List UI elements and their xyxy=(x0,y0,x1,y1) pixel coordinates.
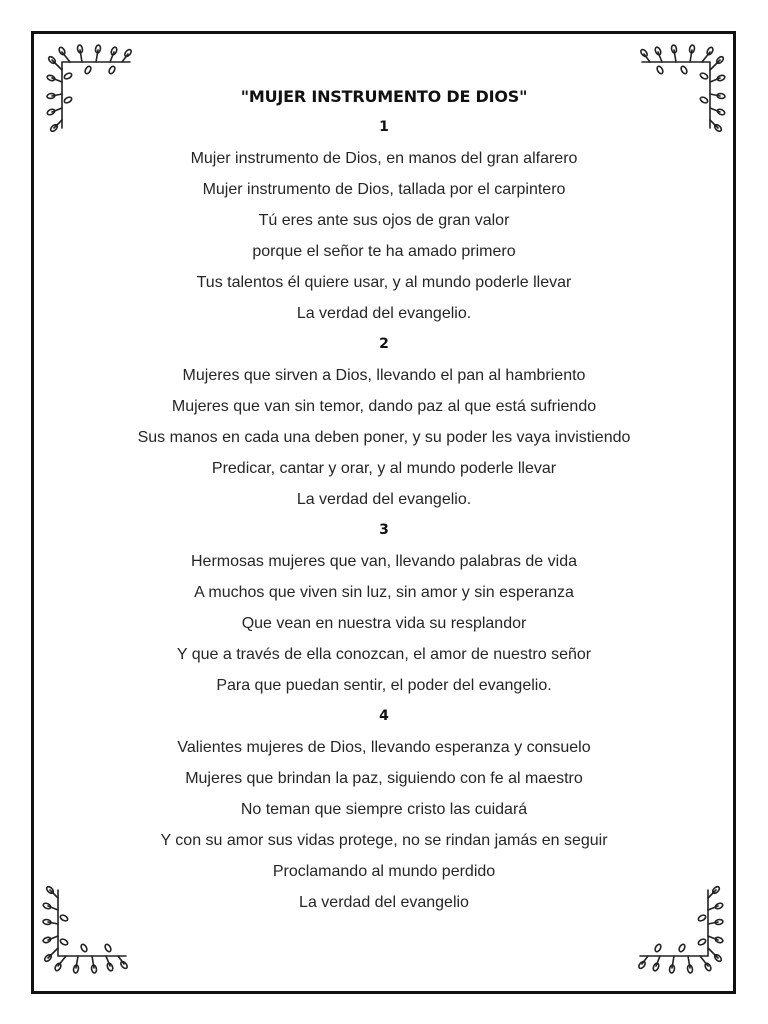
stanza-1 xyxy=(40,112,728,329)
stanza-number: 2 xyxy=(379,336,389,352)
lyric-line: Mujeres que sirven a Dios, llevando el pan al hambriento xyxy=(182,367,586,384)
lyric-line: Sus manos en cada una deben poner, y su poder les vaya invistiendo xyxy=(137,429,631,446)
lyric-line: Valientes mujeres de Dios, llevando esperanza y consuelo xyxy=(177,739,591,756)
lyric-line: Mujeres que van sin temor, dando paz al que está sufriendo xyxy=(171,398,597,415)
lyric-line: Tú eres ante sus ojos de gran valor xyxy=(258,212,510,229)
lyric-line: Proclamando al mundo perdido xyxy=(272,863,496,880)
lyric-line: Tus talentos él quiere usar, y al mundo poderle llevar xyxy=(196,274,572,291)
song-title: "MUJER INSTRUMENTO DE DIOS" xyxy=(240,87,528,106)
lyric-line: La verdad del evangelio. xyxy=(296,305,472,322)
stanza-number: 4 xyxy=(379,708,389,724)
song-lyrics xyxy=(40,82,728,918)
stanza-number: 1 xyxy=(379,119,389,135)
stanza-3 xyxy=(40,515,728,701)
lyric-line: Para que puedan sentir, el poder del evangelio. xyxy=(216,677,552,694)
stanza-number: 3 xyxy=(379,522,389,538)
lyric-line: Y que a través de ella conozcan, el amor de nuestro señor xyxy=(176,646,592,663)
lyric-line: No teman que siempre cristo las cuidará xyxy=(240,801,528,818)
lyric-line: Mujeres que brindan la paz, siguiendo con fe al maestro xyxy=(185,770,583,787)
lyric-line: A muchos que viven sin luz, sin amor y sin esperanza xyxy=(194,584,574,601)
lyric-line: Mujer instrumento de Dios, en manos del gran alfarero xyxy=(190,150,578,167)
lyric-line: Predicar, cantar y orar, y al mundo poderle llevar xyxy=(211,460,557,477)
stanza-4 xyxy=(40,701,728,918)
lyric-line: La verdad del evangelio xyxy=(299,894,469,911)
lyric-line: Mujer instrumento de Dios, tallada por el carpintero xyxy=(202,181,566,198)
lyric-line: porque el señor te ha amado primero xyxy=(252,243,516,260)
stanza-2 xyxy=(40,329,728,515)
lyric-line: Y con su amor sus vidas protege, no se rindan jamás en seguir xyxy=(160,832,608,849)
lyric-line: Que vean en nuestra vida su resplandor xyxy=(241,615,527,632)
lyric-line: Hermosas mujeres que van, llevando palabras de vida xyxy=(191,553,577,570)
lyric-line: La verdad del evangelio. xyxy=(296,491,472,508)
